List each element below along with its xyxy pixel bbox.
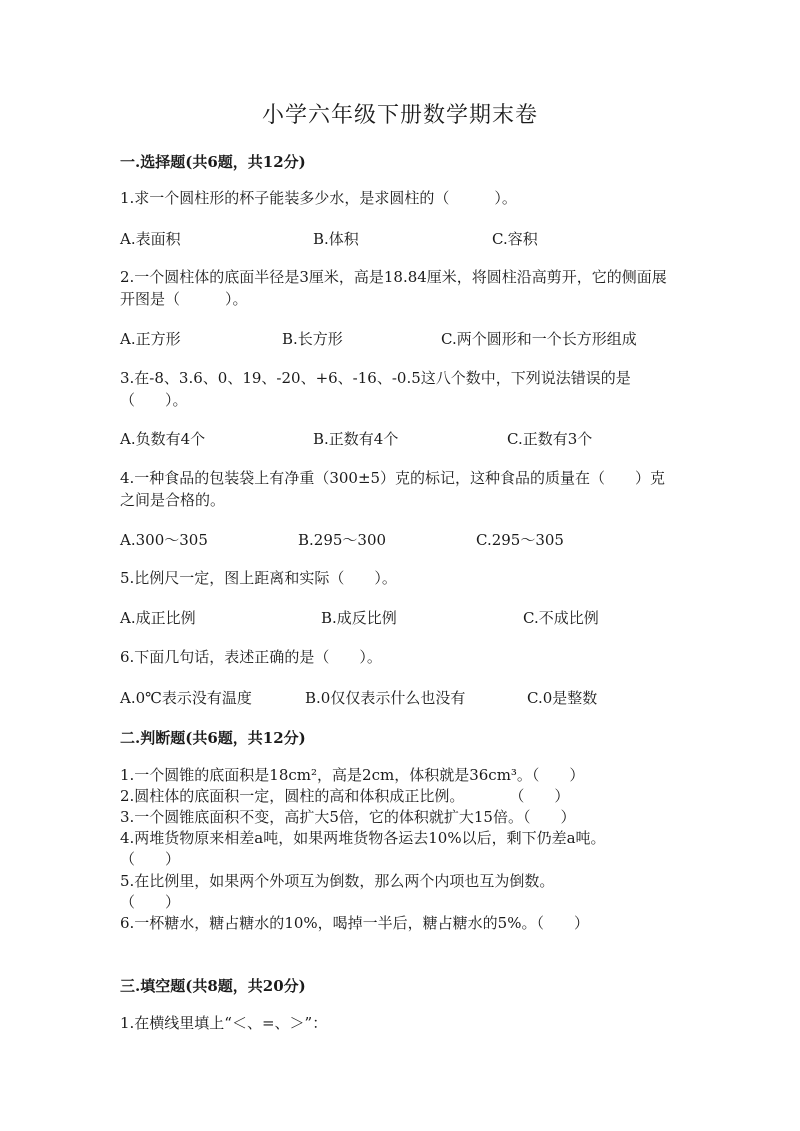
- question-stem: 3.在-8、3.6、0、19、-20、+6、-16、-0.5这八个数中，下列说法错误的是（ ）。: [120, 369, 631, 409]
- judgement-item-brackets: （ ）: [120, 893, 181, 911]
- question-stem: 2.一个圆柱体的底面半径是3厘米，高是18.84厘米，将圆柱沿高剪开，它的侧面展开图是（ ）。: [120, 268, 667, 308]
- judgement-item: 1.一个圆锥的底面积是18cm²，高是2cm，体积就是36cm³。（ ）: [120, 766, 585, 784]
- option-a: A.0℃表示没有温度: [120, 689, 252, 707]
- judgement-item: 6.一杯糖水，糖占糖水的10%，喝掉一半后，糖占糖水的5%。（ ）: [120, 914, 589, 932]
- option-c: C.容积: [492, 230, 538, 248]
- section-heading-choice: 一.选择题(共6题，共12分): [120, 153, 306, 171]
- judgement-item: 2.圆柱体的底面积一定，圆柱的高和体积成正比例。 （ ）: [120, 787, 570, 805]
- page-title: 小学六年级下册数学期末卷: [261, 103, 538, 128]
- question-stem: 5.比例尺一定，图上距离和实际（ ）。: [120, 569, 397, 587]
- section-heading-fill-blank: 三.填空题(共8题，共20分): [120, 977, 306, 995]
- option-c: C.不成比例: [523, 609, 599, 627]
- option-c: C.两个圆形和一个长方形组成: [441, 330, 637, 348]
- option-b: B.正数有4个: [313, 430, 399, 448]
- judgement-item: 3.一个圆锥底面积不变，高扩大5倍，它的体积就扩大15倍。（ ）: [120, 808, 576, 826]
- option-c: C.295～305: [476, 531, 564, 549]
- option-c: C.正数有3个: [507, 430, 593, 448]
- option-a: A.表面积: [120, 230, 181, 248]
- option-c: C.0是整数: [527, 689, 598, 707]
- question-stem: 1.求一个圆柱形的杯子能装多少水，是求圆柱的（ ）。: [120, 189, 517, 207]
- judgement-item-brackets: （ ）: [120, 850, 181, 868]
- question-stem: 1.在横线里填上“＜、=、＞”：: [120, 1014, 328, 1032]
- option-b: B.0仅仅表示什么也没有: [305, 689, 466, 707]
- judgement-item: 4.两堆货物原来相差a吨，如果两堆货物各运去10%以后，剩下仍差a吨。: [120, 829, 606, 847]
- option-b: B.长方形: [282, 330, 343, 348]
- judgement-item: 5.在比例里，如果两个外项互为倒数，那么两个内项也互为倒数。: [120, 872, 555, 890]
- option-a: A.300～305: [120, 531, 208, 549]
- option-b: B.成反比例: [321, 609, 397, 627]
- option-b: B.体积: [313, 230, 359, 248]
- question-stem: 4.一种食品的包装袋上有净重（300±5）克的标记，这种食品的质量在（ ）克之间是合格的。: [120, 469, 666, 509]
- option-b: B.295～300: [298, 531, 387, 549]
- option-a: A.负数有4个: [120, 430, 206, 448]
- option-a: A.成正比例: [120, 609, 196, 627]
- question-stem: 6.下面几句话，表述正确的是（ ）。: [120, 648, 382, 666]
- option-a: A.正方形: [120, 330, 181, 348]
- section-heading-judgement: 二.判断题(共6题，共12分): [120, 729, 306, 747]
